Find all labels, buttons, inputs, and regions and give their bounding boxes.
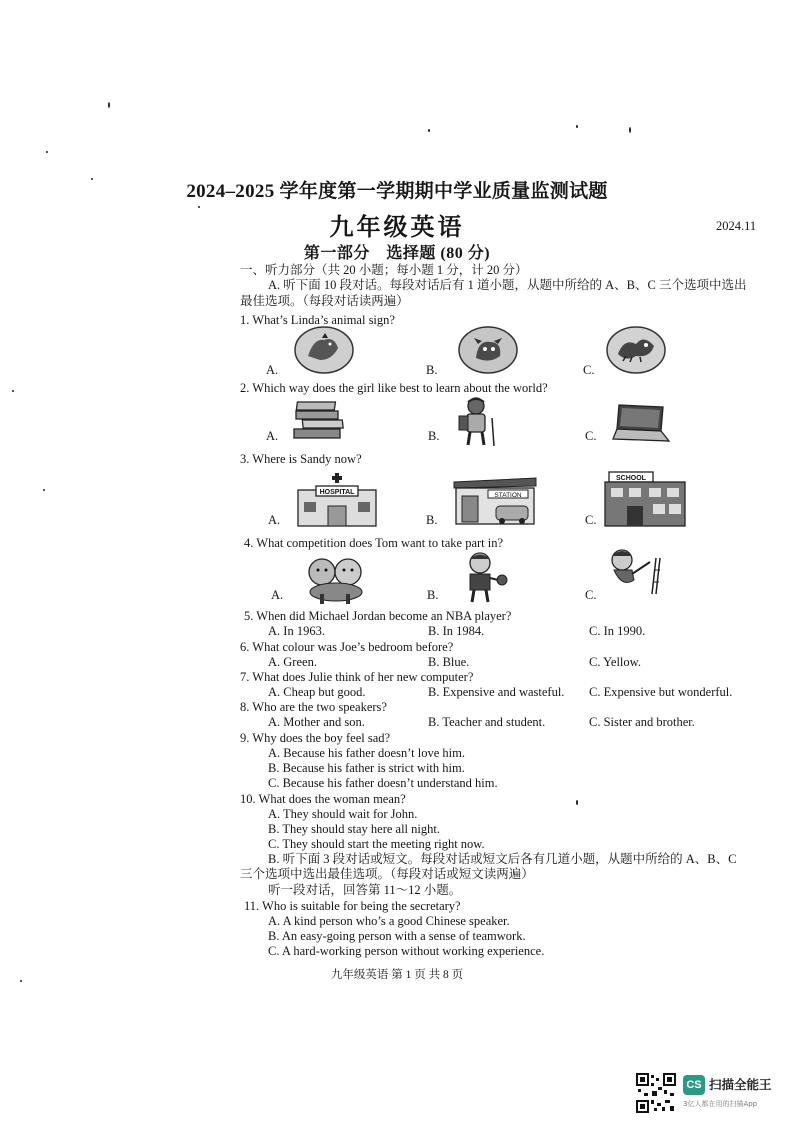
question-1: 1. What’s Linda’s animal sign? [240, 313, 395, 327]
q7-option-b: B. Expensive and wasteful. [428, 685, 565, 699]
q11-option-a: A. A kind person who’s a good Chinese speaker. [268, 914, 510, 928]
scanner-tagline: 3亿人都在用的扫描App [683, 1100, 758, 1108]
q9-option-b: B. Because his father is strict with him. [268, 761, 465, 775]
q1-option-c: C. [583, 363, 595, 377]
laptop-icon [611, 403, 671, 445]
q4-option-c: C. [585, 588, 597, 602]
q11-option-c: C. A hard-working person without working experience. [268, 944, 545, 958]
q4-option-a: A. [271, 588, 284, 602]
q3-option-b: B. [426, 513, 438, 527]
instruction-a-line2: 最佳选项。（每段对话读两遍） [240, 294, 409, 308]
qr-code-icon [636, 1073, 676, 1113]
question-9: 9. Why does the boy feel sad? [240, 731, 391, 745]
q2-option-b: B. [428, 429, 440, 443]
q9-option-c: C. Because his father doesn’t understand him. [268, 776, 498, 790]
question-6: 6. What colour was Joe’s bedroom before? [240, 640, 454, 654]
exam-subtitle: 九年级英语 [329, 215, 465, 241]
q1-option-a: A. [266, 363, 279, 377]
q11-option-b: B. An easy-going person with a sense of teamwork. [268, 929, 526, 943]
question-11: 11. Who is suitable for being the secretary? [244, 899, 461, 913]
question-3: 3. Where is Sandy now? [240, 452, 362, 466]
scanner-logo: CS [683, 1075, 705, 1095]
question-8: 8. Who are the two speakers? [240, 700, 387, 714]
station-icon [452, 472, 538, 528]
question-2: 2. Which way does the girl like best to learn about the world? [240, 381, 548, 395]
dog-icon [458, 326, 518, 374]
q8-option-c: C. Sister and brother. [589, 715, 695, 729]
q10-option-b: B. They should stay here all night. [268, 822, 440, 836]
hiker-icon [454, 396, 502, 448]
q9-option-a: A. Because his father doesn’t love him. [268, 746, 465, 760]
question-7: 7. What does Julie think of her new computer? [240, 670, 474, 684]
q5-option-a: A. In 1963. [268, 624, 325, 638]
q2-option-a: A. [266, 429, 279, 443]
q6-option-b: B. Blue. [428, 655, 470, 669]
q8-option-b: B. Teacher and student. [428, 715, 546, 729]
q4-option-b: B. [427, 588, 439, 602]
books-icon [292, 398, 348, 444]
q3-option-a: A. [268, 513, 281, 527]
instruction-a-line1: A. 听下面 10 段对话。每段对话后有 1 道小题，从题中所给的 A、B、C 三个选项中选出 [268, 278, 747, 292]
question-10: 10. What does the woman mean? [240, 792, 406, 806]
part-heading: 第一部分 选择题 (80 分) [303, 245, 491, 262]
exam-date: 2024.11 [716, 219, 757, 233]
q5-option-b: B. In 1984. [428, 624, 485, 638]
hospital-sign: HOSPITAL [319, 489, 355, 496]
question-5: 5. When did Michael Jordan become an NBA player? [244, 609, 512, 623]
instruction-b-line3: 听一段对话，回答第 11～12 小题。 [268, 883, 462, 897]
scanner-app-name: 扫描全能王 [709, 1077, 772, 1092]
rooster-icon [294, 326, 354, 374]
q6-option-c: C. Yellow. [589, 655, 641, 669]
exam-title: 2024–2025 学年度第一学期期中学业质量监测试题 [186, 181, 608, 202]
page-footer: 九年级英语 第 1 页 共 8 页 [330, 969, 464, 981]
school-icon [603, 470, 687, 528]
ping-pong-icon [458, 550, 510, 604]
q10-option-c: C. They should start the meeting right now. [268, 837, 485, 851]
hospital-icon [294, 472, 380, 528]
q3-option-c: C. [585, 513, 597, 527]
q7-option-a: A. Cheap but good. [268, 685, 366, 699]
school-sign: SCHOOL [616, 475, 646, 482]
teacher-icon [604, 548, 670, 604]
instruction-b-line1: B. 听下面 3 段对话或短文。每段对话或短文后各有几道小题，从题中所给的 A、B、C [268, 852, 737, 866]
q2-option-c: C. [585, 429, 597, 443]
q5-option-c: C. In 1990. [589, 624, 646, 638]
q10-option-a: A. They should wait for John. [268, 807, 418, 821]
question-4: 4. What competition does Tom want to take part in? [244, 536, 504, 550]
q6-option-a: A. Green. [268, 655, 317, 669]
station-sign: STATION [494, 492, 522, 499]
q7-option-c: C. Expensive but wonderful. [589, 685, 733, 699]
q8-option-a: A. Mother and son. [268, 715, 365, 729]
eating-contest-icon [300, 552, 372, 604]
section-heading: 一、听力部分（共 20 小题；每小题 1 分，计 20 分） [240, 263, 528, 277]
instruction-b-line2: 三个选项中选出最佳选项。（每段对话或短文读两遍） [240, 867, 534, 881]
q1-option-b: B. [426, 363, 438, 377]
dragon-icon [606, 326, 666, 374]
